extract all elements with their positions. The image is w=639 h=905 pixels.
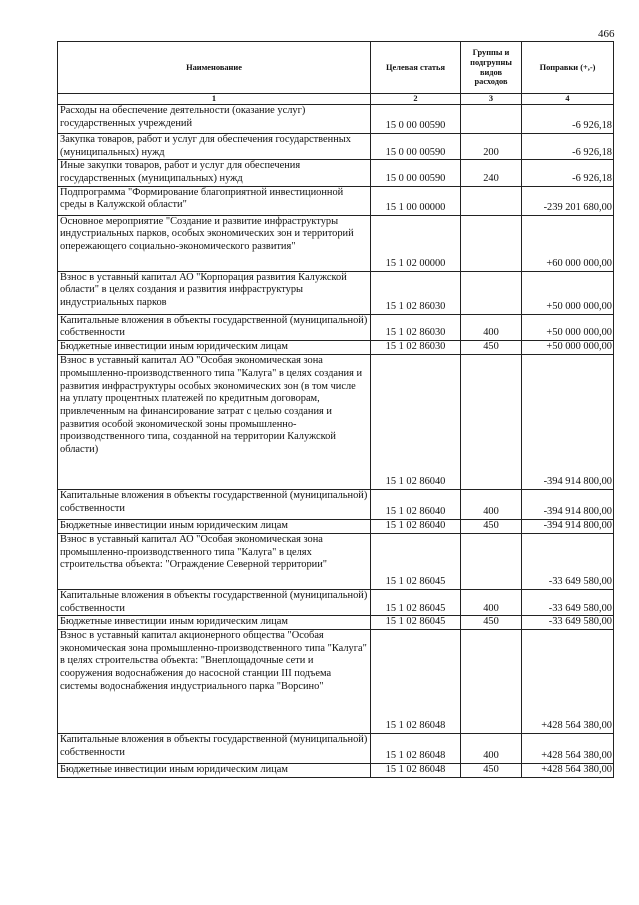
- table-cell-amendment: +50 000 000,00: [522, 271, 614, 314]
- table-cell-name: Основное мероприятие "Создание и развитие инфраструктуры индустриальных парков, особых экономических зон и территорий опережающего социально-экономического развития": [58, 215, 371, 271]
- table-cell-code: 15 1 02 86045: [371, 589, 461, 615]
- table-cell-group: [461, 533, 522, 589]
- table-row: [58, 186, 614, 215]
- header-code: Целевая статья: [371, 42, 461, 94]
- table-cell-amendment: +428 564 380,00: [522, 629, 614, 733]
- table-cell-amendment: -394 914 800,00: [522, 355, 614, 490]
- table-cell-name: Бюджетные инвестиции иным юридическим лицам: [58, 763, 371, 777]
- column-number: 1: [58, 94, 371, 105]
- table-cell-code: 15 1 02 86045: [371, 616, 461, 630]
- table-cell-code: 15 0 00 00590: [371, 160, 461, 186]
- table-cell-group: 450: [461, 763, 522, 777]
- table-cell-amendment: +428 564 380,00: [522, 733, 614, 763]
- page-number: 466: [598, 28, 615, 40]
- table-body: [58, 105, 614, 778]
- table-row: [58, 520, 614, 534]
- table-row: [58, 314, 614, 340]
- table-cell-name: Подпрограмма "Формирование благоприятной инвестиционной среды в Калужской области": [58, 186, 371, 215]
- table-cell-amendment: -33 649 580,00: [522, 533, 614, 589]
- table-cell-name: Бюджетные инвестиции иным юридическим лицам: [58, 341, 371, 355]
- table-cell-code: 15 1 02 86040: [371, 355, 461, 490]
- table-cell-amendment: -394 914 800,00: [522, 520, 614, 534]
- budget-amendments-table: [57, 41, 614, 778]
- table-cell-name: Иные закупки товаров, работ и услуг для обеспечения государственных (муниципальных) нужд: [58, 160, 371, 186]
- table-cell-group: [461, 186, 522, 215]
- table-cell-code: 15 1 02 86040: [371, 490, 461, 520]
- table-cell-group: 400: [461, 314, 522, 340]
- table-row: [58, 341, 614, 355]
- table-cell-amendment: -394 914 800,00: [522, 490, 614, 520]
- table-row: [58, 134, 614, 160]
- table-cell-name: Капитальные вложения в объекты государственной (муниципальной) собственности: [58, 314, 371, 340]
- table-row: [58, 616, 614, 630]
- table-cell-code: 15 1 02 86030: [371, 341, 461, 355]
- table-cell-code: 15 1 02 86048: [371, 629, 461, 733]
- table-cell-group: [461, 355, 522, 490]
- table-cell-name: Капитальные вложения в объекты государственной (муниципальной) собственности: [58, 733, 371, 763]
- table-cell-name: Взнос в уставный капитал АО "Особая экономическая зона промышленно-производственного типа "Калуга" в целях создания и развития инфраструктуры особых экономических зон (в том числе на уплату процентных платежей по кредитным договорам, привлеченным на финансирование затрат с целью создания и развития особой экономической зоны промышленно-производственного типа, созданной на территории Калужской области): [58, 355, 371, 490]
- table-cell-group: 450: [461, 341, 522, 355]
- table-cell-name: Капитальные вложения в объекты государственной (муниципальной) собственности: [58, 589, 371, 615]
- table-cell-code: 15 1 02 00000: [371, 215, 461, 271]
- table-cell-group: [461, 271, 522, 314]
- column-number: 3: [461, 94, 522, 105]
- table-cell-amendment: -33 649 580,00: [522, 589, 614, 615]
- table-cell-amendment: -6 926,18: [522, 134, 614, 160]
- table-cell-group: 200: [461, 134, 522, 160]
- table-cell-name: Закупка товаров, работ и услуг для обеспечения государственных (муниципальных) нужд: [58, 134, 371, 160]
- table-row: [58, 629, 614, 733]
- column-number: 2: [371, 94, 461, 105]
- table-row: [58, 763, 614, 777]
- table-cell-amendment: +50 000 000,00: [522, 341, 614, 355]
- table-cell-name: Взнос в уставный капитал акционерного общества "Особая экономическая зона промышленно-производственного типа "Калуга" в целях строительства объекта: "Внеплощадочные сети и сооружения водоснабжения до насосной станции III подъема системы водоснабжения индустриального парка "Ворсино": [58, 629, 371, 733]
- table-row: [58, 215, 614, 271]
- table-cell-code: 15 0 00 00590: [371, 105, 461, 134]
- table-cell-name: Бюджетные инвестиции иным юридическим лицам: [58, 616, 371, 630]
- table-row: [58, 355, 614, 490]
- table-cell-amendment: -6 926,18: [522, 160, 614, 186]
- table-row: [58, 490, 614, 520]
- table-cell-code: 15 1 02 86030: [371, 314, 461, 340]
- table-cell-name: Взнос в уставный капитал АО "Корпорация развития Калужской области" в целях создания и развития инфраструктуры индустриальных парков: [58, 271, 371, 314]
- table-cell-group: [461, 215, 522, 271]
- table-cell-code: 15 1 02 86030: [371, 271, 461, 314]
- table-row: [58, 733, 614, 763]
- table-cell-code: 15 1 02 86048: [371, 763, 461, 777]
- table-cell-group: 450: [461, 520, 522, 534]
- table-cell-name: Расходы на обеспечение деятельности (оказание услуг) государственных учреждений: [58, 105, 371, 134]
- table-row: [58, 271, 614, 314]
- table-cell-name: Бюджетные инвестиции иным юридическим лицам: [58, 520, 371, 534]
- table-cell-group: 450: [461, 616, 522, 630]
- table-cell-group: [461, 105, 522, 134]
- table-cell-code: 15 1 02 86045: [371, 533, 461, 589]
- table-row: [58, 589, 614, 615]
- table-cell-amendment: -6 926,18: [522, 105, 614, 134]
- table-cell-group: 400: [461, 490, 522, 520]
- table-cell-group: 240: [461, 160, 522, 186]
- header-name: Наименование: [58, 42, 371, 94]
- table-cell-name: Капитальные вложения в объекты государственной (муниципальной) собственности: [58, 490, 371, 520]
- header-group: Группы и подгрупны видов расходов: [461, 42, 522, 94]
- table-header-row: [58, 42, 614, 94]
- table-cell-code: 15 1 02 86040: [371, 520, 461, 534]
- table-cell-amendment: +60 000 000,00: [522, 215, 614, 271]
- table-row: [58, 160, 614, 186]
- table-row: [58, 533, 614, 589]
- table-cell-group: [461, 629, 522, 733]
- table-cell-code: 15 1 00 00000: [371, 186, 461, 215]
- table-cell-code: 15 1 02 86048: [371, 733, 461, 763]
- table-cell-name: Взнос в уставный капитал АО "Особая экономическая зона промышленно-производственного типа "Калуга" в целях строительства объекта: "Ограждение Северной территории": [58, 533, 371, 589]
- table-cell-group: 400: [461, 589, 522, 615]
- table-cell-amendment: -33 649 580,00: [522, 616, 614, 630]
- table-row: [58, 105, 614, 134]
- column-number: 4: [522, 94, 614, 105]
- table-cell-group: 400: [461, 733, 522, 763]
- column-number-row: [58, 94, 614, 105]
- table-cell-code: 15 0 00 00590: [371, 134, 461, 160]
- table-cell-amendment: +428 564 380,00: [522, 763, 614, 777]
- table-cell-amendment: -239 201 680,00: [522, 186, 614, 215]
- header-amendment: Поправки (+,-): [522, 42, 614, 94]
- table-cell-amendment: +50 000 000,00: [522, 314, 614, 340]
